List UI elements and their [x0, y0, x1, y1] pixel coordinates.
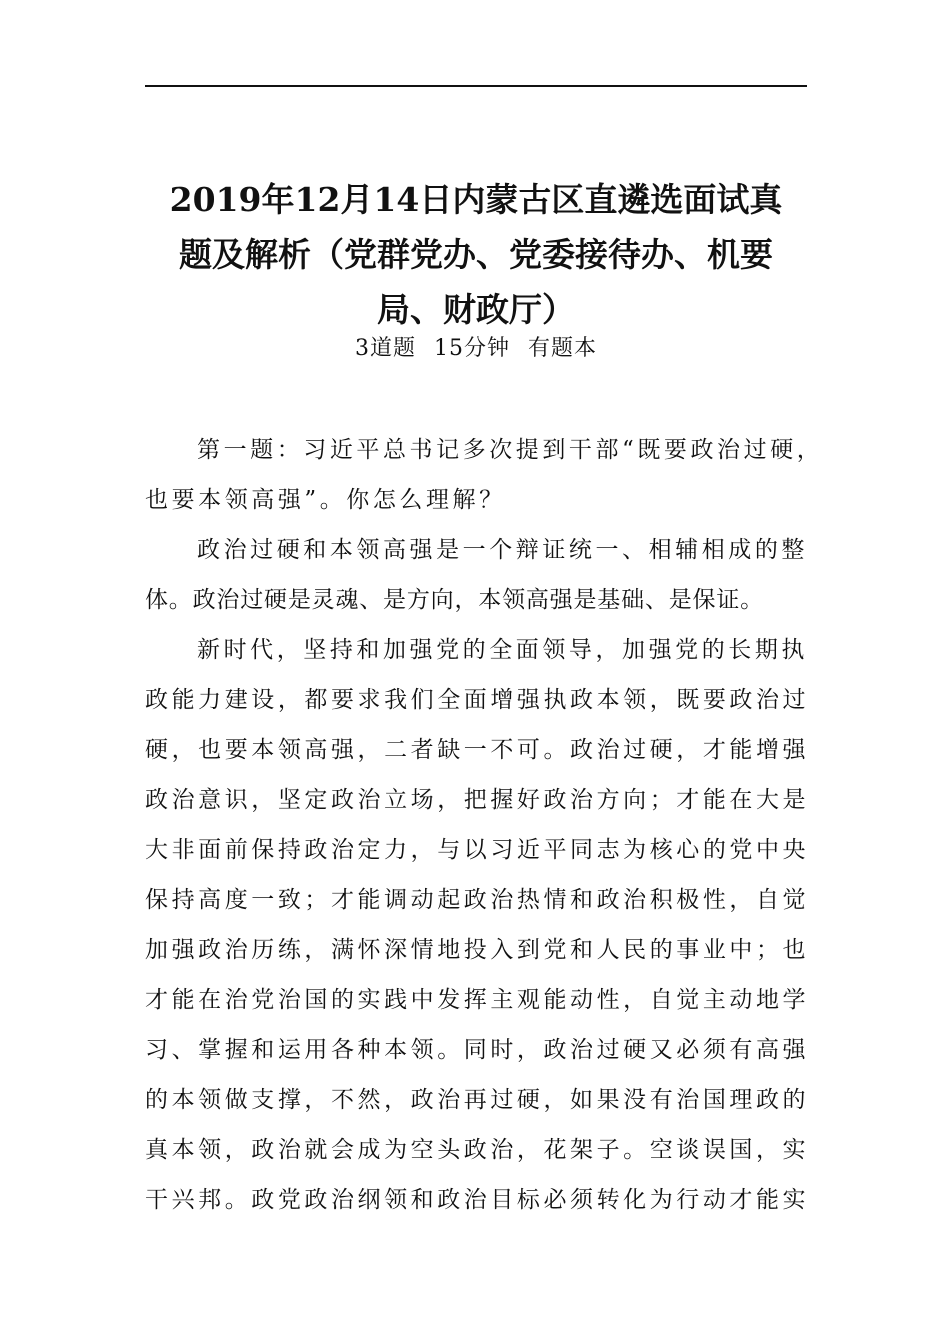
- header-rule: [145, 85, 807, 87]
- answer-line: 保持高度一致；才能调动起政治热情和政治积极性，自觉: [145, 887, 810, 913]
- document-body: [145, 425, 824, 1225]
- question-count: 3道题: [354, 336, 416, 361]
- question-line: 第一题：习近平总书记多次提到干部“既要政治过硬，: [197, 437, 824, 463]
- answer-line: 真本领，政治就会成为空头政治，花架子。空谈误国，实: [145, 1137, 810, 1163]
- exam-duration: 15分钟: [433, 336, 510, 361]
- title-line: 局、财政厅）: [377, 290, 575, 329]
- answer-line: 加强政治历练，满怀深情地投入到党和人民的事业中；也: [145, 937, 810, 963]
- answer-line: 才能在治党治国的实践中发挥主观能动性，自觉主动地学: [145, 987, 810, 1013]
- answer-line: 政治过硬和本领高强是一个辩证统一、相辅相成的整: [197, 537, 808, 563]
- title-line: 题及解析（党群党办、党委接待办、机要: [179, 235, 773, 274]
- exam-info: [145, 333, 807, 365]
- document-title: [145, 172, 807, 337]
- title-line: 2019年12月14日内蒙古区直遴选面试真: [169, 180, 783, 219]
- answer-line: 硬，也要本领高强，二者缺一不可。政治过硬，才能增强: [145, 737, 810, 763]
- answer-line: 习、掌握和运用各种本领。同时，政治过硬又必须有高强: [145, 1037, 810, 1063]
- answer-line: 大非面前保持政治定力，与以习近平同志为核心的党中央: [145, 837, 810, 863]
- answer-line: 体。政治过硬是灵魂、是方向，本领高强是基础、是保证。: [145, 587, 764, 613]
- question-line: 也要本领高强”。你怎么理解？: [145, 487, 506, 513]
- question-booklet: 有题本: [527, 336, 597, 361]
- answer-line: 政治意识，坚定政治立场，把握好政治方向；才能在大是: [145, 787, 810, 813]
- answer-line: 政能力建设，都要求我们全面增强执政本领，既要政治过: [145, 687, 810, 713]
- answer-line: 干兴邦。政党政治纲领和政治目标必须转化为行动才能实: [145, 1187, 810, 1213]
- answer-line: 新时代，坚持和加强党的全面领导，加强党的长期执: [197, 637, 808, 663]
- answer-line: 的本领做支撑，不然，政治再过硬，如果没有治国理政的: [145, 1087, 810, 1113]
